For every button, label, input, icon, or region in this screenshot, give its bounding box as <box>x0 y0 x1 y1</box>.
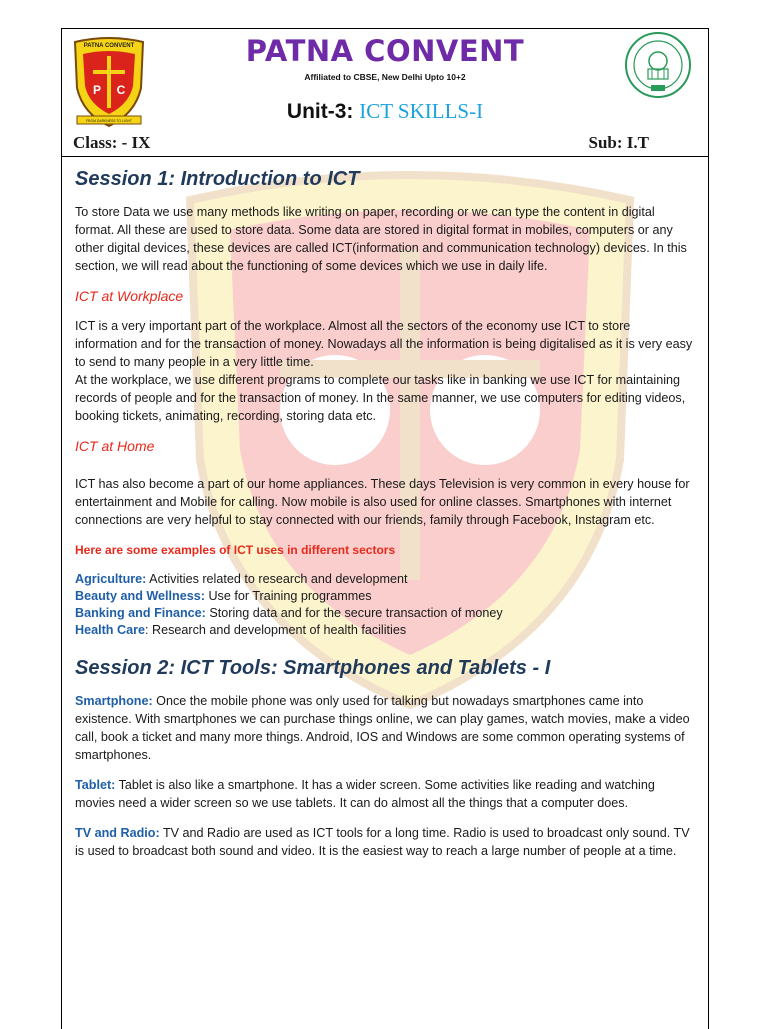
list-item <box>75 622 693 639</box>
smartphone-paragraph <box>75 692 693 764</box>
smartphone-text: Once the mobile phone was only used for talking but nowadays smartphones came into existence. With smartphones we can purchase things online, we can play games, watch movies, make a video call, book a ticket and many more things. Android, IOS and Windows are some common operating systems of smartphones. <box>75 694 690 762</box>
logo-ribbon-text: FROM DARKNESS TO LIGHT <box>85 119 133 123</box>
list-item <box>75 588 693 605</box>
home-heading: ICT at Home <box>75 438 155 454</box>
subject-label: Sub: I.T <box>588 133 649 152</box>
session-2-title: Session 2: ICT Tools: Smartphones and Tablets - I <box>75 657 551 679</box>
session-1-intro: To store Data we use many methods like writing on paper, recording or we can type the content in digital format. All these are used to store data. Some data are stored in digital format in mobiles, computers or any other digital devices, these devices are called ICT(information and communication technology) devices. In this section, we will read about the functioning of some devices which we use in daily life. <box>75 205 687 273</box>
list-item-label: Agriculture: <box>75 572 147 586</box>
cbse-seal-icon <box>624 31 692 99</box>
page-header <box>61 28 709 157</box>
list-item-label: Banking and Finance: <box>75 606 206 620</box>
tablet-label: Tablet: <box>75 778 116 792</box>
workplace-heading: ICT at Workplace <box>75 288 184 304</box>
unit-prefix: Unit-3: <box>286 100 360 123</box>
list-item-text: Storing data and for the secure transaction of money <box>205 606 503 620</box>
home-paragraph: ICT has also become a part of our home appliances. These days Television is very common in every house for entertainment and Mobile for calling. Now mobile is also used for online classes. Smartphones with internet connections are very helpful to stay connected with our friends, family through Facebook, Instagram etc. <box>75 477 690 527</box>
list-item-label: Beauty and Wellness: <box>75 589 205 603</box>
unit-title <box>61 99 709 124</box>
list-item-label: Health Care <box>75 623 145 637</box>
tablet-text: Tablet is also like a smartphone. It has a wider screen. Some activities like reading and watching movies need a wider screen so we use tablets. It can do almost all the things that a computer does. <box>75 778 655 810</box>
affiliation: Affiliated to CBSE, New Delhi Upto 10+2 <box>304 72 466 82</box>
class-label: Class: - IX <box>73 133 151 152</box>
logo-initial-p: P <box>92 83 102 97</box>
list-item <box>75 571 693 588</box>
logo-initial-c: C <box>116 83 126 97</box>
smartphone-label: Smartphone: <box>75 694 153 708</box>
tv-radio-paragraph <box>75 824 693 860</box>
page-content <box>75 166 693 872</box>
workplace-paragraph-2: At the workplace, we use different programs to complete our tasks like in banking we use ICT for maintaining records of people and for the transaction of money. In the same manner, we use computers for editing videos, booking tickets, animating, recording, storing data etc. <box>75 373 686 423</box>
tablet-paragraph <box>75 776 693 812</box>
workplace-paragraph-1: ICT is a very important part of the workplace. Almost all the sectors of the economy use ICT to store information and for the transaction of money. Nowadays all the information is being digitalised as it is very easy to send to many people in a very little time. <box>75 319 693 369</box>
list-item <box>75 605 693 622</box>
list-item-text: Use for Training programmes <box>204 589 372 603</box>
school-name: PATNA CONVENT <box>245 34 525 68</box>
tv-radio-text: TV and Radio are used as ICT tools for a long time. Radio is used to broadcast only sound. TV is used to broadcast both sound and video. It is the easiest way to reach a large number of people at a time. <box>75 826 690 858</box>
unit-name: ICT SKILLS-I <box>359 99 484 123</box>
examples-heading: Here are some examples of ICT uses in different sectors <box>75 543 396 557</box>
logo-top-text: PATNA CONVENT <box>83 43 135 49</box>
list-item-text: : Research and development of health facilities <box>145 623 407 637</box>
list-item-text: Activities related to research and development <box>146 572 408 586</box>
tv-radio-label: TV and Radio: <box>75 826 160 840</box>
session-1-title: Session 1: Introduction to ICT <box>75 168 360 190</box>
examples-list <box>75 571 693 639</box>
